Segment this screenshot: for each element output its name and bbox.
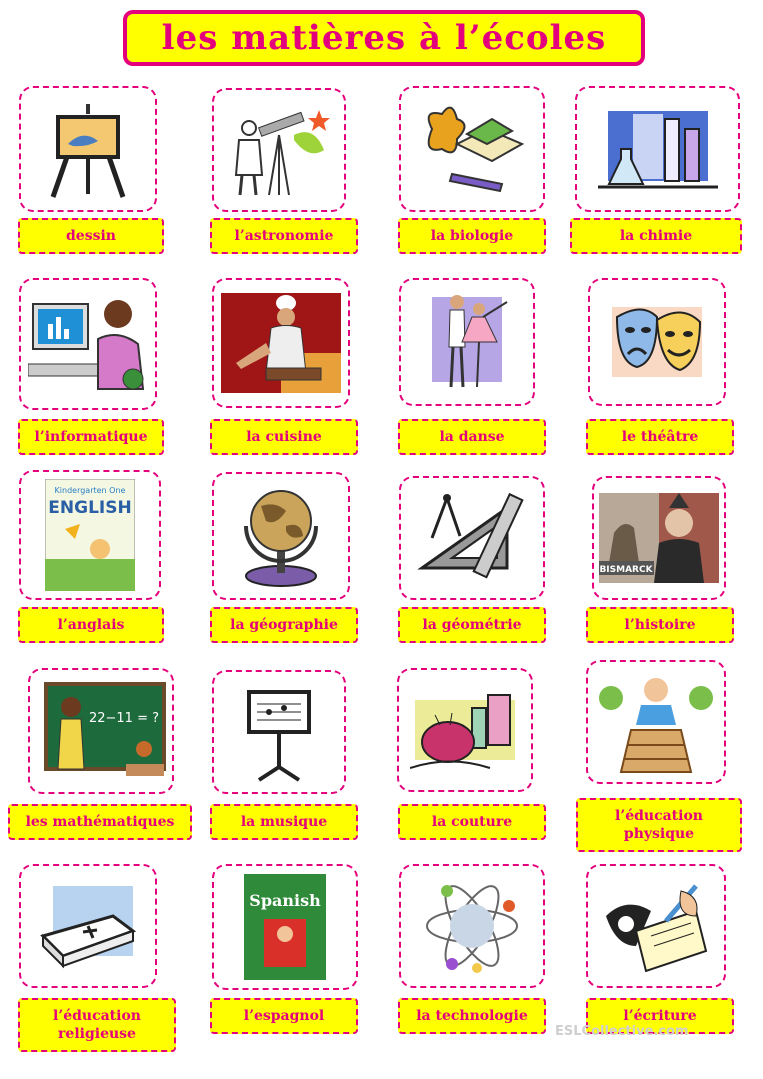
card-image-astronomie (212, 88, 346, 212)
writing-hand-icon (596, 876, 716, 976)
card-image-mathematiques (28, 668, 174, 794)
english-book-title: ENGLISH (48, 498, 132, 518)
card-image-histoire (592, 476, 726, 600)
telescope-icon (224, 100, 334, 200)
card-image-biologie (399, 86, 545, 212)
lab-flask-icon (593, 99, 723, 199)
music-stand-icon (229, 682, 329, 782)
card-image-danse (399, 278, 535, 406)
label-technologie: la technologie (398, 998, 546, 1034)
card-image-technologie (399, 864, 545, 988)
label-musique: la musique (210, 804, 358, 840)
chef-icon (221, 293, 341, 393)
card-image-informatique (19, 278, 157, 410)
teacher-blackboard-icon (36, 679, 166, 784)
label-mathematiques: les mathématiques (8, 804, 192, 840)
watermark-text: ESLCollective.com (555, 1024, 689, 1039)
label-informatique: l’informatique (18, 419, 164, 455)
label-biologie: la biologie (398, 218, 546, 254)
english-book-subtitle: Kindergarten One (54, 486, 126, 495)
card-image-geographie (212, 472, 350, 600)
spanish-book-title: Spanish (249, 891, 321, 910)
label-theatre: le théâtre (586, 419, 734, 455)
atom-icon (417, 876, 527, 976)
card-image-anglais (19, 470, 161, 600)
english-book-icon (45, 479, 135, 591)
theatre-masks-icon (602, 292, 712, 392)
card-image-musique (212, 670, 346, 794)
page-title: les matières à l’écoles (123, 10, 645, 66)
card-image-dessin (19, 86, 157, 212)
label-espagnol: l’espagnol (210, 998, 358, 1034)
card-image-ecriture (586, 864, 726, 988)
bismarck-caption: BISMARCK (599, 565, 653, 575)
leaf-book-icon (412, 99, 532, 199)
card-image-couture (397, 668, 533, 792)
compass-ruler-icon (412, 488, 532, 588)
bible-icon (33, 876, 143, 976)
label-couture: la couture (398, 804, 546, 840)
label-ecriture: l’écriture (586, 998, 734, 1034)
dancers-icon (417, 287, 517, 397)
label-geographie: la géographie (210, 607, 358, 643)
card-image-education-physique (586, 660, 726, 784)
card-image-chimie (575, 86, 740, 212)
globe-icon (231, 481, 331, 591)
vaulting-box-icon (596, 670, 716, 775)
blackboard-equation: 22−11 = ? (88, 710, 160, 726)
label-chimie: la chimie (570, 218, 742, 254)
label-danse: la danse (398, 419, 546, 455)
card-image-espagnol (212, 864, 358, 990)
label-astronomie: l’astronomie (210, 218, 358, 254)
computer-user-icon (28, 289, 148, 399)
label-education-physique: l’éducation physique (576, 798, 742, 852)
card-image-education-religieuse (19, 864, 157, 988)
label-dessin: dessin (18, 218, 164, 254)
card-image-geometrie (399, 476, 545, 600)
bismarck-icon (599, 493, 719, 583)
spanish-book-icon (244, 874, 326, 980)
label-geometrie: la géométrie (398, 607, 546, 643)
sewing-kit-icon (410, 680, 520, 780)
label-cuisine: la cuisine (210, 419, 358, 455)
label-education-religieuse: l’éducation religieuse (18, 998, 176, 1052)
card-image-theatre (588, 278, 726, 406)
card-image-cuisine (212, 278, 350, 408)
label-histoire: l’histoire (586, 607, 734, 643)
label-anglais: l’anglais (18, 607, 164, 643)
easel-icon (38, 99, 138, 199)
